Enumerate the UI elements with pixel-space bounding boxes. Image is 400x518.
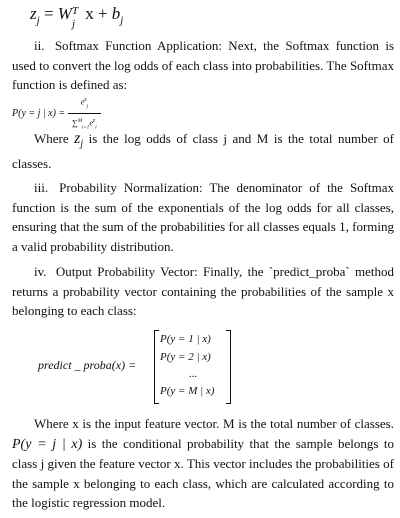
right-bracket (226, 330, 231, 404)
equals-sign: = (39, 4, 58, 23)
step-3-number: iii. (34, 180, 49, 195)
w-subscript: j (71, 18, 76, 30)
zj-subscript: j (80, 138, 84, 150)
predict-proba-lhs: predict _ proba(x) = (38, 358, 137, 372)
vector-row-ellipsis: ... (188, 368, 198, 380)
z-subscript: j (36, 14, 40, 27)
where-suffix: is the log odds of class j and M is the total number of classes. (12, 131, 395, 172)
w-superscript: T (71, 5, 79, 17)
step-2-text: Softmax Function Application: Next, the Softmax function is used to convert the log odds of each class into probabilities. The Softmax function is defined as: (12, 38, 395, 93)
softmax-numerator: $e^z_j$ (80, 97, 89, 110)
softmax-denominator: $\sum^M_{i=1}e^z_i$ (68, 113, 100, 134)
x-term: x + (80, 4, 112, 23)
b-symbol: b (111, 4, 121, 23)
step-4-text: Output Probability Vector: Finally, the `predict_proba` method returns a probability vector containing the probabilities of the sample x belonging to each class: (12, 264, 394, 319)
where-prefix: Where (34, 131, 75, 146)
step-4-number: iv. (34, 264, 47, 279)
closing-paragraph (12, 414, 394, 513)
softmax-lhs: P(y = j | x) = (12, 108, 66, 120)
zj-symbol: z (74, 130, 81, 147)
vector-row-2: P(y = 2 | x) (160, 351, 211, 363)
linear-equation (30, 2, 123, 32)
probability-vector-equation (38, 326, 238, 406)
z-symbol: z (30, 4, 37, 23)
vector-row-1: P(y = 1 | x) (160, 333, 211, 345)
left-bracket (154, 330, 159, 404)
where-zj-paragraph (12, 129, 394, 174)
vector-rows (160, 330, 226, 400)
step-3-text: Probability Normalization: The denominator of the Softmax function is the sum of the exponentials of the log odds for all classes, ensuring that the sum of the probabilities for all classes equals 1, forming a valid probability distribution. (12, 180, 394, 254)
step-2-number: ii. (34, 38, 45, 53)
b-subscript: j (120, 14, 124, 27)
step-4-paragraph (12, 262, 394, 321)
w-symbol: W (57, 4, 72, 23)
step-2-paragraph (12, 36, 394, 95)
conditional-probability-formula: P(y = j | x) (12, 436, 83, 452)
closing-part-1: Where x is the input feature vector. M is the total number of classes. (34, 416, 394, 431)
closing-part-2: is the conditional probability that the sample belongs to class j given the feature vector x. This vector includes the probabilities of the sample x belonging to each class, which are calculated according to the logistic regression model. (12, 435, 394, 511)
step-3-paragraph (12, 178, 394, 256)
vector-row-m: P(y = M | x) (160, 385, 215, 397)
